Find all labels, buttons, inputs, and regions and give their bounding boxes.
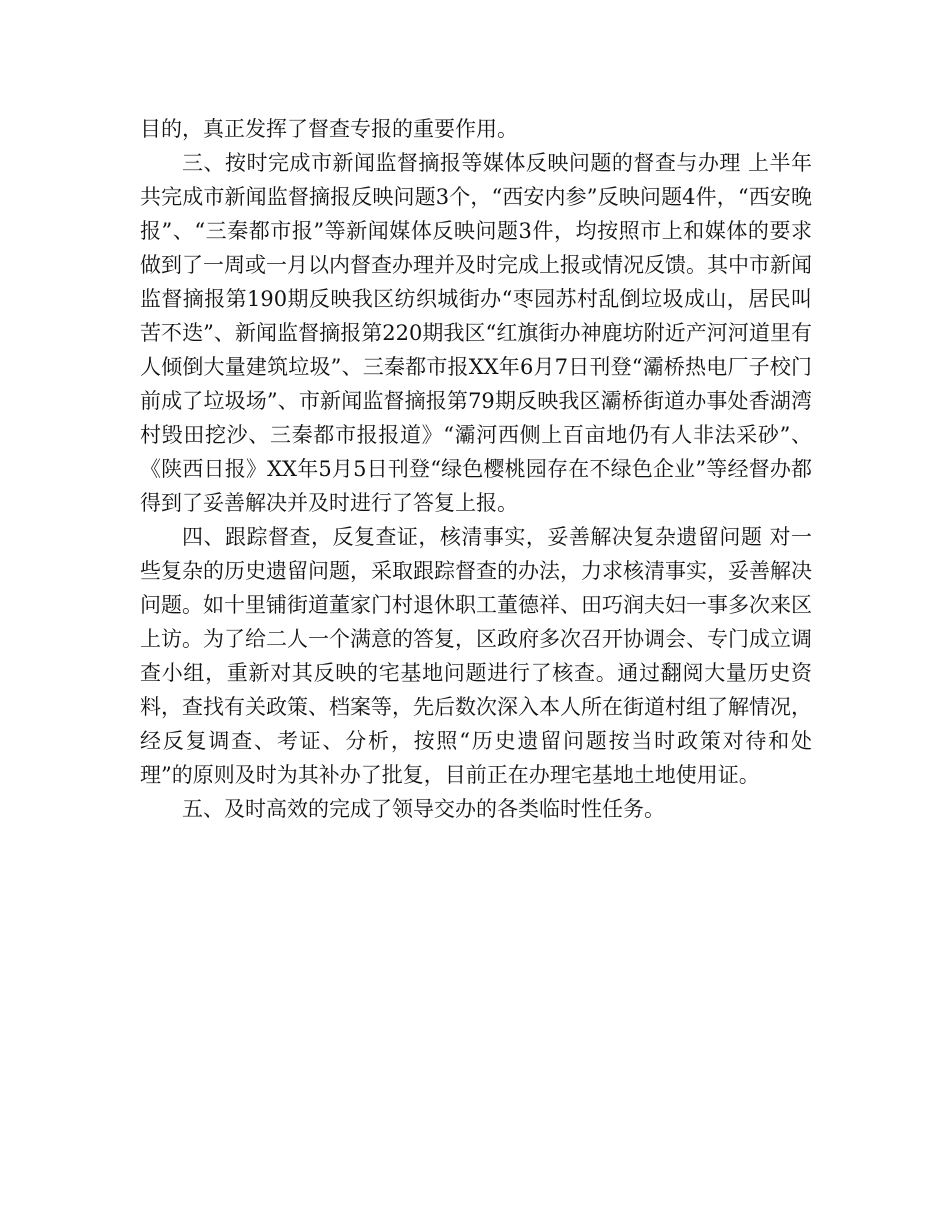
paragraph-continuation: 目的，真正发挥了督查专报的重要作用。: [140, 117, 518, 141]
document-body: [140, 112, 812, 826]
paragraph-section-five: 五、及时高效的完成了领导交办的各类临时性任务。: [182, 797, 665, 821]
paragraph-section-three: 三、按时完成市新闻监督摘报等媒体反映问题的督查与办理 上半年共完成市新闻监督摘报反映问题3个，“西安内参”反映问题4件，“西安晚报”、“三秦都市报”等新闻媒体反映问题3件，均按照市上和媒体的要求做到了一周或一月以内督查办理并及时完成上报或情况反馈。其中市新闻监督摘报第190期反映我区纺织城街办“枣园苏村乱倒垃圾成山，居民叫苦不迭”、新闻监督摘报第220期我区“红旗街办神鹿坊附近产河河道里有人倾倒大量建筑垃圾”、三秦都市报XX年6月7日刊登“灞桥热电厂子校门前成了垃圾场”、市新闻监督摘报第79期反映我区灞桥街道办事处香湖湾村毁田挖沙、三秦都市报报道》“灞河西侧上百亩地仍有人非法采砂”、《陕西日报》XX年5月5日刊登“绿色樱桃园存在不绿色企业”等经督办都得到了妥善解决并及时进行了答复上报。: [140, 151, 812, 515]
paragraph-section-four: 四、跟踪督查，反复查证，核清事实，妥善解决复杂遗留问题 对一些复杂的历史遗留问题，采取跟踪督查的办法，力求核清事实，妥善解决问题。如十里铺街道董家门村退休职工董德祥、田巧润夫妇一事多次来区上访。为了给二人一个满意的答复，区政府多次召开协调会、专门成立调查小组，重新对其反映的宅基地问题进行了核查。通过翻阅大量历史资料，查找有关政策、档案等，先后数次深入本人所在街道村组了解情况，经反复调查、考证、分析，按照“历史遗留问题按当时政策对待和处理”的原则及时为其补办了批复，目前正在办理宅基地土地使用证。: [140, 525, 812, 787]
